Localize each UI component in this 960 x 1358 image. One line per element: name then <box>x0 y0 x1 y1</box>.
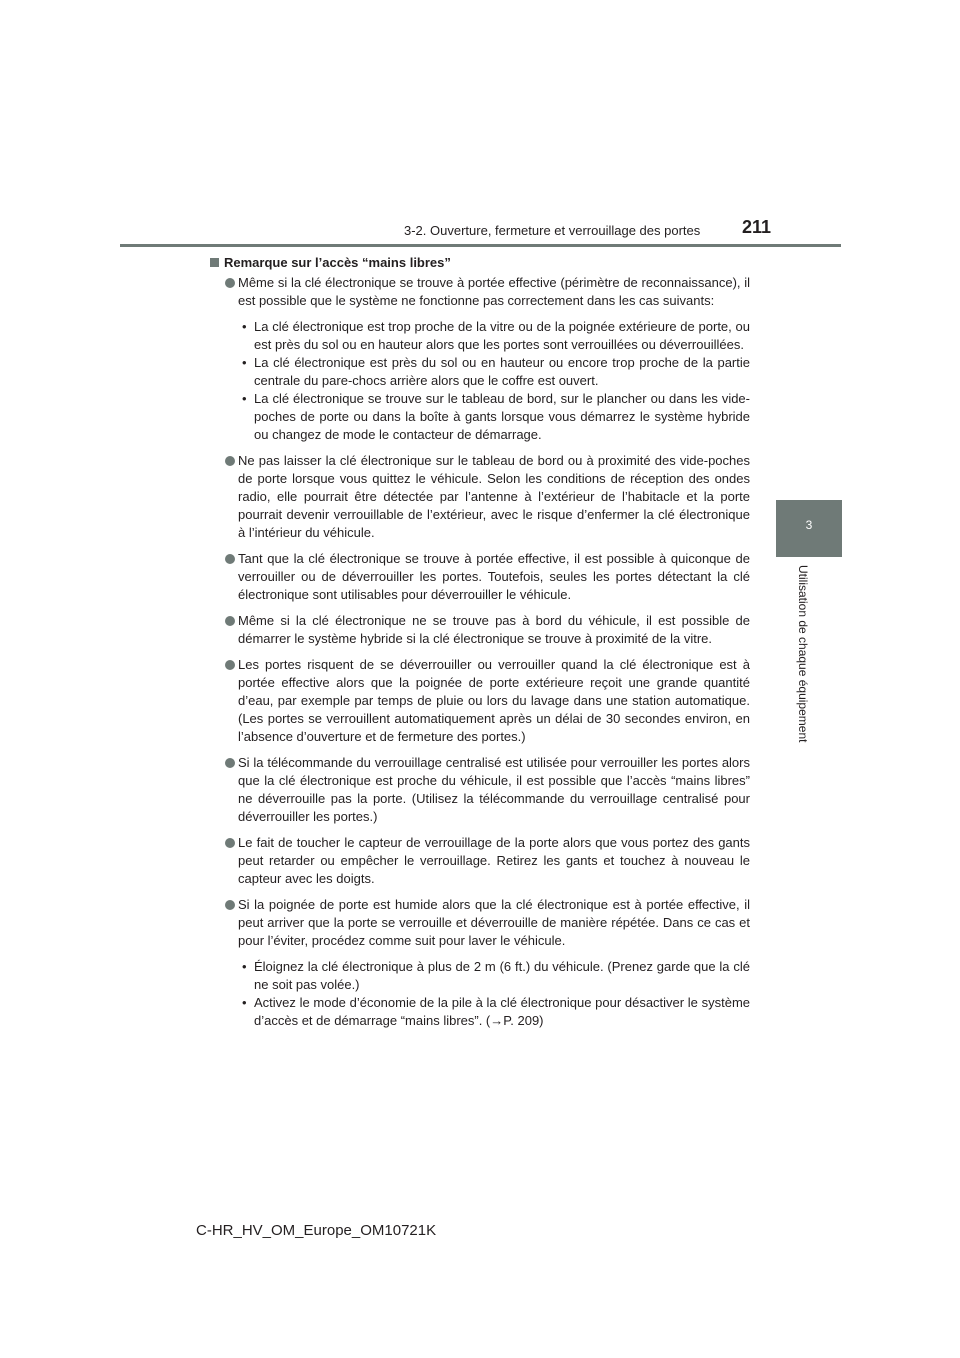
sub-item-text: La clé électronique est près du sol ou en hauteur ou encore trop proche de la partie centrale du pare-chocs arrière alors que le coffre est ouvert. <box>254 355 750 388</box>
dot-bullet-icon: • <box>242 391 247 406</box>
item-text: Même si la clé électronique se trouve à portée effective (périmètre de reconnaissance), il est possible que le système ne fonctionne pas correctement dans les cas suivants: <box>238 275 750 308</box>
sub-item <box>238 958 750 994</box>
item-text: Le fait de toucher le capteur de verrouillage de la porte alors que vous portez des gants peut retarder ou empêcher le verrouillage. Retirez les gants et touchez à nouveau le capteur avec les doigts. <box>238 835 750 886</box>
sub-item <box>238 354 750 390</box>
chapter-title: Utilisation de chaque équipement <box>796 565 810 743</box>
dot-bullet-icon: • <box>242 355 247 370</box>
list-item <box>210 896 750 1030</box>
document-code: C-HR_HV_OM_Europe_OM10721K <box>196 1222 437 1239</box>
sub-item <box>238 994 750 1030</box>
sub-item <box>238 318 750 354</box>
square-bullet-icon <box>210 258 219 267</box>
circle-bullet-icon <box>225 278 235 288</box>
circle-bullet-icon <box>225 758 235 768</box>
item-text: Les portes risquent de se déverrouiller ou verrouiller quand la clé électronique est à portée effective alors que la poignée de porte extérieure reçoit une grande quantité d’eau, par exemple par temps de pluie ou lors du lavage dans une station automatique. (Les portes se verrouillent automatiquement après un délai de 30 secondes environ, en l’absence d’ouverture et de fermeture des portes.) <box>238 657 750 744</box>
chapter-number: 3 <box>805 518 813 532</box>
sub-item <box>238 390 750 444</box>
page-content <box>210 254 750 1038</box>
list-item <box>210 452 750 542</box>
sub-item-text: Éloignez la clé électronique à plus de 2 m (6 ft.) du véhicule. (Prenez garde que la clé ne soit pas volée.) <box>254 959 750 992</box>
dot-bullet-icon: • <box>242 995 247 1010</box>
circle-bullet-icon <box>225 616 235 626</box>
list-item <box>210 754 750 826</box>
circle-bullet-icon <box>225 554 235 564</box>
list-item <box>210 834 750 888</box>
dot-bullet-icon: • <box>242 959 247 974</box>
dot-bullet-icon: • <box>242 319 247 334</box>
circle-bullet-icon <box>225 900 235 910</box>
item-text: Tant que la clé électronique se trouve à portée effective, il est possible à quiconque de verrouiller ou de déverrouiller les portes. Toutefois, seules les portes détectant la clé électronique sont utilisables pour déverrouiller le véhicule. <box>238 551 750 602</box>
section-heading <box>210 254 750 272</box>
sub-list <box>238 318 750 444</box>
list-item <box>210 550 750 604</box>
heading-text: Remarque sur l’accès “mains libres” <box>224 255 451 270</box>
chapter-tab[interactable] <box>776 500 842 557</box>
header-rule <box>120 244 841 247</box>
list-item <box>210 612 750 648</box>
page-number: 211 <box>742 217 772 237</box>
sub-item-text: La clé électronique se trouve sur le tableau de bord, sur le plancher ou dans les vide-poches de porte ou dans la boîte à gants lorsque vous démarrez le système hybride ou changez de mode le contacteur de démarrage. <box>254 391 750 442</box>
item-text: Si la télécommande du verrouillage centralisé est utilisée pour verrouiller les portes alors que la clé électronique est proche du véhicule, il est possible que l’accès “mains libres” ne déverrouille pas la porte. (Utilisez la télécommande du verrouillage centralisé pour déverrouiller les portes.) <box>238 755 750 824</box>
circle-bullet-icon <box>225 660 235 670</box>
item-text: Ne pas laisser la clé électronique sur le tableau de bord ou à proximité des vide-poches de porte lorsque vous quittez le véhicule. Selon les conditions de réception des ondes radio, elle pourrait être détectée par l’antenne à l’extérieur de l’habitacle et la porte pourrait devenir verrouillable de l’extérieur, avec le risque d’enfermer la clé électronique à l’intérieur du véhicule. <box>238 453 750 540</box>
item-text: Même si la clé électronique ne se trouve pas à bord du véhicule, il est possible de démarrer le système hybride si la clé électronique se trouve à proximité de la vitre. <box>238 613 750 646</box>
note-list <box>210 274 750 1030</box>
circle-bullet-icon <box>225 456 235 466</box>
list-item <box>210 656 750 746</box>
sub-list <box>238 958 750 1030</box>
list-item <box>210 274 750 444</box>
sub-item-text: Activez le mode d’économie de la pile à la clé électronique pour désactiver le système d’accès et de démarrage “mains libres”. (→P. 209) <box>254 995 750 1028</box>
sub-item-text: La clé électronique est trop proche de la vitre ou de la poignée extérieure de porte, ou est près du sol ou en hauteur alors que les portes sont verrouillées ou déverrouillées. <box>254 319 750 352</box>
section-title: 3-2. Ouverture, fermeture et verrouillage des portes <box>404 223 701 238</box>
item-text: Si la poignée de porte est humide alors que la clé électronique est à portée effective, il peut arriver que la porte se verrouille et déverrouille de manière répétée. Dans ce cas et pour l’éviter, procédez comme suit pour laver le véhicule. <box>238 897 750 948</box>
circle-bullet-icon <box>225 838 235 848</box>
